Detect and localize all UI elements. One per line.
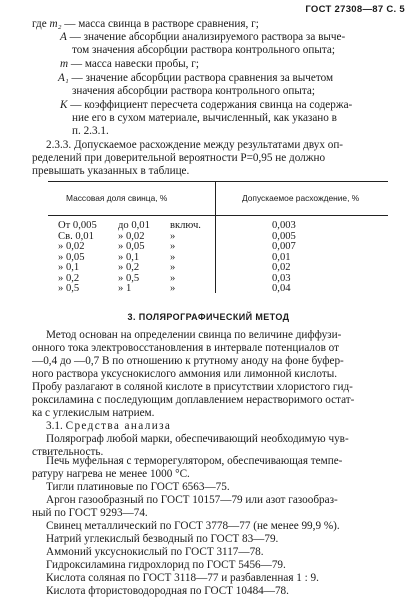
table-cell-qualifier: » [170,241,176,252]
table-header-rule [48,215,388,216]
table-cell-from: Св. 0,01 [58,230,94,242]
definition-symbol: A [60,31,67,43]
definition-line: п. 2.3.1. [72,125,109,137]
definition-line [32,18,259,31]
definition-symbol: A₁ [58,72,69,84]
paragraph-line: Кислота соляная по ГОСТ 3118—77 и разбавленная 1 : 9. [46,572,319,584]
definition-text: — масса навески пробы, г; [70,58,199,70]
paragraph-line: Свинец металлический по ГОСТ 3778—77 (не менее 99,9 %). [46,520,340,532]
definition-symbol: m [60,58,69,70]
table-cell-qualifier: » [170,283,176,294]
table-top-rule [48,181,388,182]
definition-text: — значение абсорбции раствора сравнения за вычетом [71,72,334,84]
definition-line [60,99,352,112]
definition-text: — значение абсорбции анализируемого раствора за выче- [69,31,346,43]
definition-line: значения абсорбции раствора контрольного опыта; [72,85,315,97]
table-cell-tolerance: 0,02 [272,262,291,273]
table-cell-tolerance: 0,007 [272,241,296,252]
definition-line [60,31,345,44]
paragraph-line: Кислота фтористоводородная по ГОСТ 10484—78. [46,585,289,597]
table-cell-to: » 1 [118,283,132,294]
paragraph-line: Тигли платиновые по ГОСТ 6563—75. [46,481,230,493]
paragraph-line: ный по ГОСТ 9293—74. [32,507,148,519]
definition-prefix: где [32,18,50,30]
paragraph-line: Натрий углекислый безводный по ГОСТ 83—79. [46,533,279,545]
table-cell-from: » 0,1 [58,262,80,273]
paragraph-line: ствительность. [32,446,104,458]
subsection-number: 3.1. [46,420,63,432]
table-cell-qualifier: » [170,251,176,263]
definition-line [60,58,199,71]
table-cell-from: » 0,5 [58,283,80,294]
paragraph-line: онного тока электровосстановления в интервале потенциалов от [32,342,340,354]
table-column-divider [215,215,216,293]
definition-line: ние его в сухом материале, вычисленный, как указано в [72,112,337,124]
definition-symbol: K [60,99,68,111]
table-cell-qualifier: » [170,230,176,242]
table-cell-tolerance: 0,04 [272,283,291,294]
paragraph-line: ределений при доверительной вероятности P=0,95 не должно [32,152,326,164]
paragraph-line: 2.3.3. Допускаемое расхождение между результатами двух оп- [46,139,344,151]
subsection-heading [46,420,171,433]
paragraph-line: ного раствора уксуснокислого аммония или лимонной кислоты. [32,368,338,380]
paragraph-line: Пробу разлагают в соляной кислоте в присутствии хлористого гид- [32,381,353,393]
table-header-content: Массовая доля свинца, % [66,193,168,203]
table-cell-to: » 0,02 [118,230,145,242]
paragraph-line: ратуру нагрева не менее 1000 °С. [32,468,190,480]
table-cell-to: » 0,5 [118,272,140,284]
table-cell-to: » 0,05 [118,241,145,252]
table-cell-tolerance: 0,01 [272,251,291,263]
definition-symbol: m₂ [49,18,62,30]
table-cell-qualifier: » [170,272,176,284]
definition-line: том значения абсорбции раствора контрольного опыта; [72,44,335,56]
paragraph-line: Полярограф любой марки, обеспечивающий необходимую чув- [46,433,349,445]
table-cell-tolerance: 0,03 [272,272,291,284]
paragraph-line: превышать указанных в таблице. [32,165,190,177]
paragraph-line: Аргон газообразный по ГОСТ 10157—79 или азот газообраз- [46,494,338,506]
table-cell-from: » 0,05 [58,251,85,263]
table-column-divider [215,181,216,215]
definition-text: — коэффициент пересчета содержания свинца на содержа- [70,99,353,111]
table-cell-to: до 0,01 [118,220,150,231]
definition-line [58,72,333,85]
table-cell-qualifier: » [170,262,176,273]
table-cell-tolerance: 0,003 [272,220,296,231]
table-cell-tolerance: 0,005 [272,230,296,242]
paragraph-line: Печь муфельная с терморегулятором, обеспечивающая темпе- [46,455,343,467]
table-cell-qualifier: включ. [170,220,201,231]
subsection-title: Средства анализа [65,420,172,432]
table-cell-to: » 0,2 [118,262,140,273]
paragraph-line: роксиламина с последующим доплавлением нерастворимого остат- [32,394,355,406]
page-header: ГОСТ 27308—87 С. 5 [305,4,405,15]
table-cell-from: От 0,005 [58,220,97,231]
paragraph-line: Метод основан на определении свинца по величине диффузи- [46,329,342,341]
section-title: 3. ПОЛЯРОГРАФИЧЕСКИЙ МЕТОД [127,312,290,322]
definition-text: — масса свинца в растворе сравнения, г; [64,18,259,30]
paragraph-line: —0,4 до —0,7 В по отношению к ртутному аноду на фоне буфер- [32,355,344,367]
table-cell-from: » 0,2 [58,272,80,284]
paragraph-line: ка с углекислым натрием. [32,407,155,419]
paragraph-line: Гидроксиламина гидрохлорид по ГОСТ 5456—79. [46,559,286,571]
table-cell-from: » 0,02 [58,241,85,252]
table-header-tolerance: Допускаемое расхождение, % [242,193,360,203]
table-cell-to: » 0,1 [118,251,140,263]
paragraph-line: Аммоний уксуснокислый по ГОСТ 3117—78. [46,546,264,558]
